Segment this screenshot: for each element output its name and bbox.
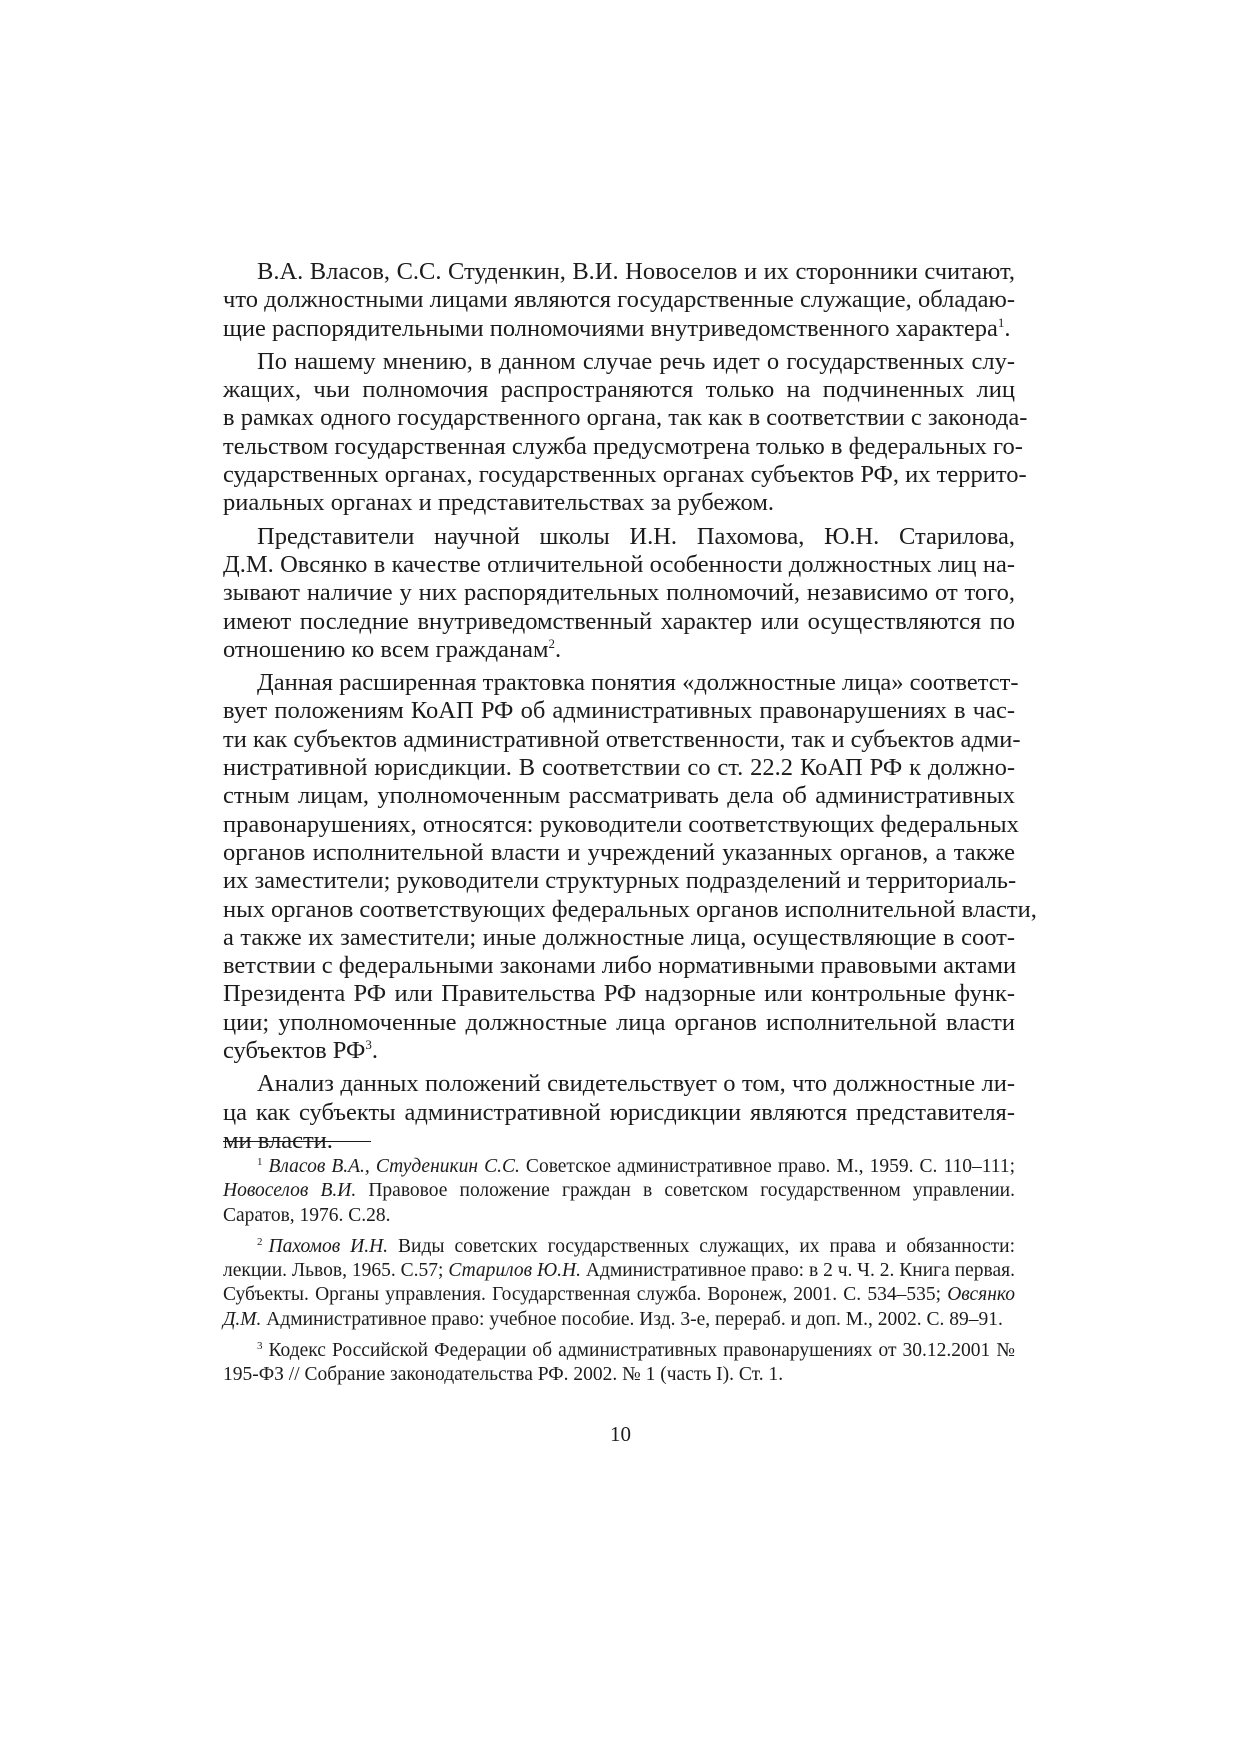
text-line: Представители научной школы И.Н. Пахомова, Ю.Н. Старилова, bbox=[257, 522, 1015, 550]
footnote: $^2$ Пахомов И.Н. Виды советских государственных служащих, их права и обязанности: лекции. Львов, 1965. С.57; Старилов Ю.Н. Административное право: в 2 ч. Ч. 2. Книга первая. Субъекты. Органы управления. Государственная служба. Воронеж, 2001. С. 534–535; Овсянко Д.М. Административное право: учебное пособие. Изд. 3-е, перераб. и доп. М., 2002. С. 89–91. bbox=[223, 1235, 1015, 1330]
text-line: отношению ко всем гражданам$^2$. bbox=[223, 635, 562, 663]
footnote-reference: 3 bbox=[365, 1037, 372, 1053]
footnote-number: 3 bbox=[257, 1340, 263, 1353]
page-number: 10 bbox=[610, 1422, 631, 1446]
text-line: Данная расширенная трактовка понятия «должностные лица» соответст- bbox=[257, 669, 1019, 697]
text-line: щие распорядительными полномочиями внутриведомственного характера$^1$. bbox=[223, 314, 1011, 342]
footnote-separator bbox=[223, 1141, 371, 1142]
text-line: ца как субъекты административной юрисдикции являются представителя- bbox=[223, 1098, 1015, 1126]
text-line: ных органов соответствующих федеральных органов исполнительной власти, bbox=[223, 895, 1037, 923]
footnote-reference: 1 bbox=[997, 314, 1005, 330]
text-line: Анализ данных положений свидетельствует о том, что должностные ли- bbox=[257, 1070, 1015, 1098]
text-line: имеют последние внутриведомственный характер или осуществляются по bbox=[223, 607, 1015, 635]
text-line: вует положениям КоАП РФ об административных правонарушениях в час- bbox=[223, 697, 1015, 725]
text-line: что должностными лицами являются государственные служащие, обладаю- bbox=[223, 286, 1015, 314]
text-line: ти как субъектов административной ответственности, так и субъектов адми- bbox=[223, 725, 1021, 753]
text-line: жащих, чьи полномочия распространяются только на подчиненных лиц bbox=[223, 376, 1015, 404]
body-paragraph bbox=[223, 523, 1015, 664]
text-line: нистративной юрисдикции. В соответствии со ст. 22.2 КоАП РФ к должно- bbox=[223, 754, 1015, 782]
text-line: сударственных органах, государственных органах субъектов РФ, их террито- bbox=[223, 461, 1027, 489]
text-line: зывают наличие у них распорядительных полномочий, независимо от того, bbox=[223, 579, 1015, 607]
text-line: В.А. Власов, С.С. Студенкин, В.И. Новоселов и их сторонники считают, bbox=[257, 258, 1015, 285]
text-line: ветствии с федеральными законами либо нормативными правовыми актами bbox=[223, 952, 1017, 980]
main-text bbox=[223, 258, 1037, 1160]
text-line: Президента РФ или Правительства РФ надзорные или контрольные функ- bbox=[223, 980, 1015, 1008]
text-line: их заместители; руководители структурных подразделений и территориаль- bbox=[223, 867, 1017, 895]
body-paragraph bbox=[223, 258, 1015, 343]
footnotes bbox=[223, 1155, 1015, 1395]
text-line: ции; уполномоченные должностные лица органов исполнительной власти bbox=[223, 1008, 1015, 1036]
text-line: По нашему мнению, в данном случае речь идет о государственных слу- bbox=[257, 347, 1015, 375]
text-line: риальных органах и представительствах за рубежом. bbox=[223, 489, 774, 517]
text-line: ми власти. bbox=[223, 1126, 333, 1154]
text-line: субъектов $РФ^3$. bbox=[223, 1037, 378, 1065]
footnote-number: 2 bbox=[257, 1235, 263, 1248]
text-line: органов исполнительной власти и учреждений указанных органов, а также bbox=[223, 838, 1015, 866]
footnote-reference: 2 bbox=[548, 635, 555, 651]
text-line: Д.М. Овсянко в качестве отличительной особенности должностных лиц на- bbox=[223, 550, 1015, 578]
text-line: тельством государственная служба предусмотрена только в федеральных го- bbox=[223, 432, 1023, 460]
body-paragraph bbox=[223, 1070, 1015, 1155]
footnote-number: 1 bbox=[257, 1156, 263, 1168]
text-line: а также их заместители; иные должностные лица, осуществляющие в соот- bbox=[223, 923, 1015, 951]
text-line: правонарушениях, относятся: руководители соответствующих федеральных bbox=[223, 810, 1019, 838]
footnote: $^1$ Власов В.А., Студеникин С.С. Советское административное право. М., 1959. С. 110–111; Новоселов В.И. Правовое положение граждан в советском государственном управлении. Саратов, 1976. С.28. bbox=[223, 1156, 1015, 1226]
text-line: в рамках одного государственного органа, так как в соответствии с законода- bbox=[223, 404, 1028, 432]
text-line: стным лицам, уполномоченным рассматривать дела об административных bbox=[223, 782, 1015, 810]
body-paragraph bbox=[223, 347, 1028, 518]
body-paragraph bbox=[223, 669, 1037, 1065]
footnote: $^3$ Кодекс Российской Федерации об административных правонарушениях от 30.12.2001 № 195-ФЗ // Собрание законодательства РФ. 2002. № 1 (часть I). Ст. 1. bbox=[223, 1340, 1015, 1386]
